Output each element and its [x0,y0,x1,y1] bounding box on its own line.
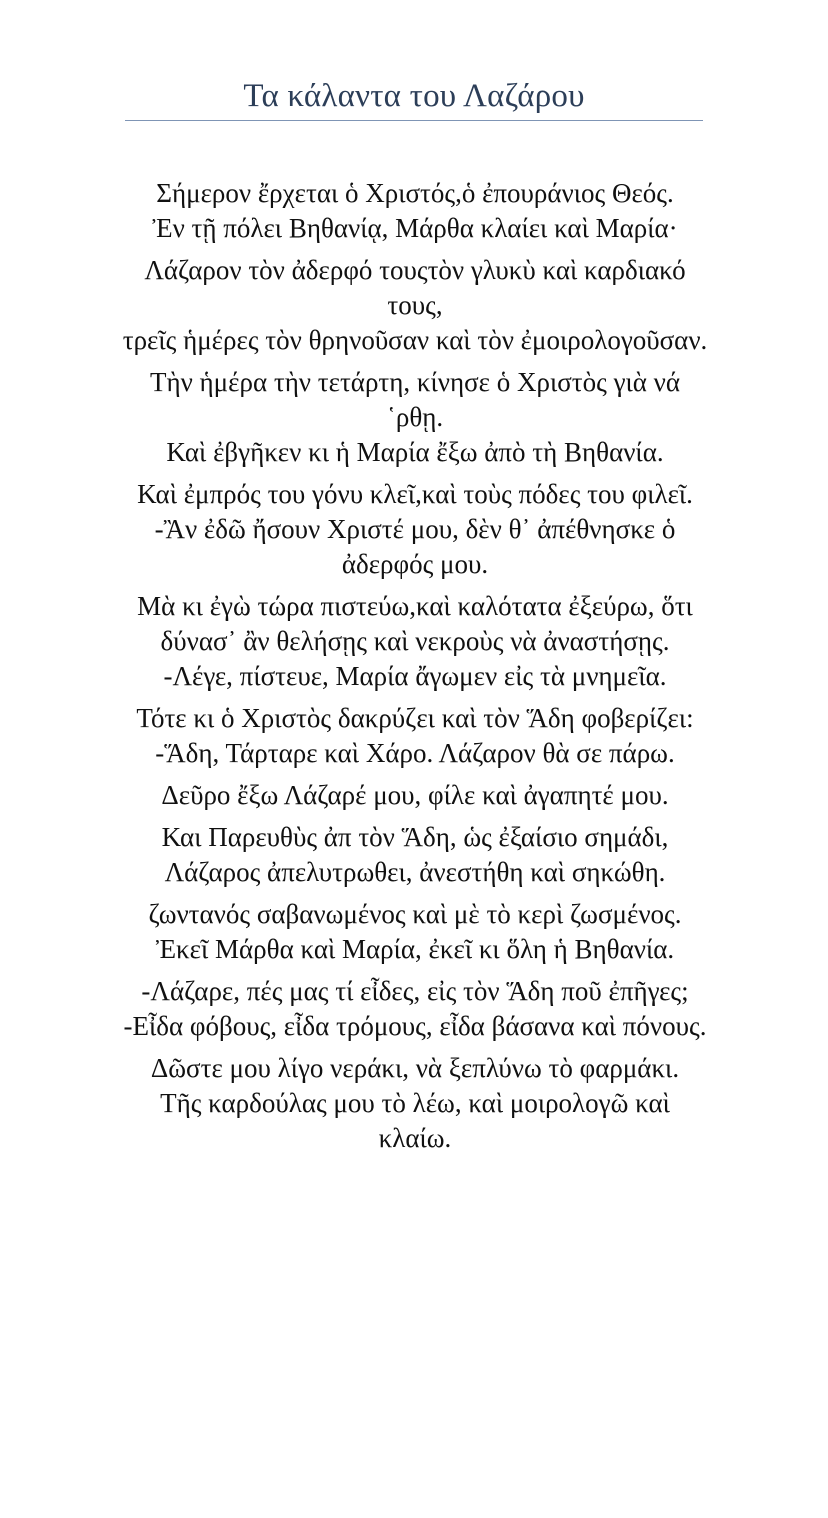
stanza [122,820,708,890]
stanza [122,701,708,771]
stanza [122,253,708,358]
poem-line: Καὶ ἐβγῆκεν κι ἡ Μαρία ἔξω ἀπὸ τὴ Βηθανία. [166,437,664,467]
poem-line: Δῶστε μου λίγο νεράκι, νὰ ξεπλύνω τὸ φαρμάκι. [150,1053,680,1083]
stanza [122,365,708,470]
stanza [122,974,708,1044]
stanza [122,589,708,694]
poem-line: Ἐν τῇ πόλει Βηθανίᾳ, Μάρθα κλαίει καὶ Μαρία· [152,213,678,243]
stanza [122,897,708,967]
poem-line: ζωντανός σαβανωμένος καὶ μὲ τὸ κερὶ ζωσμένος. [148,899,682,929]
title-underline [125,120,703,121]
poem-line: Σήμερον ἔρχεται ὁ Χριστός,ὁ ἐπουράνιος Θεός. [156,178,674,208]
poem-line: -Ἅδη, Τάρταρε καὶ Χάρο. Λάζαρον θὰ σε πάρω. [155,738,675,768]
poem-line: Τότε κι ὁ Χριστὸς δακρύζει καὶ τὸν Ἅδη φοβερίζει: [136,703,694,733]
poem-line: Καὶ ἐμπρός του γόνυ κλεῖ,καὶ τοὺς πόδες του φιλεῖ. [137,479,693,509]
stanza [122,176,708,246]
poem-body [122,176,708,1163]
stanza [122,778,708,813]
poem-line: -Εἶδα φόβους, εἶδα τρόμους, εἶδα βάσανα καὶ πόνους. [123,1011,707,1041]
poem-line: Τῆς καρδούλας μου τὸ λέω, καὶ μοιρολογῶ καὶ κλαίω. [160,1088,670,1153]
stanza [122,1051,708,1156]
poem-line: Μὰ κι ἐγὼ τώρα πιστεύω,καὶ καλότατα ἐξεύρω, ὅτι δύνασ᾽ ἂν θελήσῃς καὶ νεκροὺς νὰ ἀναστήσῃς. [137,591,693,656]
poem-line: Λάζαρον τὸν ἀδερφό τουςτὸν γλυκὺ καὶ καρδιακό τους, [144,255,686,320]
stanza [122,477,708,582]
poem-line: τρεῖς ἡμέρες τὸν θρηνοῦσαν καὶ τὸν ἐμοιρολογοῦσαν. [122,325,708,355]
poem-line: -Λέγε, πίστευε, Μαρία ἄγωμεν εἰς τὰ μνημεῖα. [163,661,667,691]
poem-line: Λάζαρος ἀπελυτρωθει, ἀνεστήθη καὶ σηκώθη. [164,857,666,887]
page-title: Τα κάλαντα του Λαζάρου [243,78,585,114]
poem-line: Δεῦρο ἔξω Λάζαρέ μου, φίλε καὶ ἀγαπητέ μου. [161,780,669,810]
poem-line: Ἐκεῖ Μάρθα καὶ Μαρία, ἐκεῖ κι ὅλη ἡ Βηθανία. [155,934,675,964]
poem-line: Και Παρευθὺς ἀπ τὸν Ἅδη, ὡς ἐξαίσιο σημάδι, [161,822,669,852]
poem-line: Τὴν ἡμέρα τὴν τετάρτη, κίνησε ὁ Χριστὸς γιὰ νά ῾ρθῃ. [149,367,681,432]
poem-line: -Λάζαρε, πές μας τί εἶδες, εἰς τὸν Ἅδη ποῦ ἐπῆγες; [141,976,689,1006]
title-block [125,76,703,121]
poem-line: -Ἂν ἐδῶ ἤσουν Χριστέ μου, δὲν θ᾽ ἀπέθνησκε ὁ ἀδερφός μου. [154,514,676,579]
